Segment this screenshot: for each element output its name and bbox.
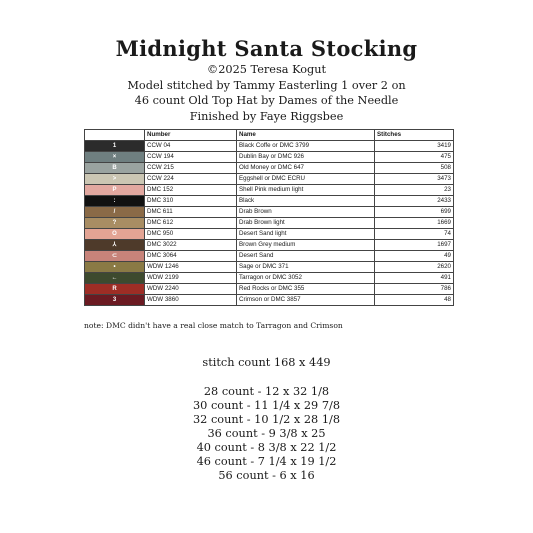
symbol-cell: B [85,163,145,174]
stitches-cell: 699 [375,207,454,218]
name-cell: Dublin Bay or DMC 926 [237,152,375,163]
symbol-cell: > [85,174,145,185]
table-row [85,185,454,196]
symbol-cell: ⅄ [85,240,145,251]
number-cell: WDW 2240 [145,284,237,295]
name-cell: Old Money or DMC 647 [237,163,375,174]
symbol-cell: O [85,229,145,240]
stitch-count: stitch count 168 x 449 [202,356,331,369]
thread-legend-table [84,129,454,306]
table-row [85,218,454,229]
symbol-cell: R [85,284,145,295]
name-cell: Sage or DMC 371 [237,262,375,273]
header-number: Number [145,130,237,141]
symbol-cell: ? [85,218,145,229]
name-cell: Black [237,196,375,207]
stitches-cell: 23 [375,185,454,196]
stitches-cell: 786 [375,284,454,295]
number-cell: WDW 2199 [145,273,237,284]
table-row [85,152,454,163]
name-cell: Eggshell or DMC ECRU [237,174,375,185]
name-cell: Drab Brown light [237,218,375,229]
credits-block [0,62,533,124]
stitches-cell: 49 [375,251,454,262]
symbol-cell: P [85,185,145,196]
stitches-cell: 1669 [375,218,454,229]
table-row [85,163,454,174]
name-cell: Shell Pink medium light [237,185,375,196]
size-line: 56 count - 6 x 16 [218,469,315,482]
symbol-cell: / [85,207,145,218]
number-cell: CCW 215 [145,163,237,174]
number-cell: DMC 310 [145,196,237,207]
number-cell: CCW 224 [145,174,237,185]
copyright-line: ©2025 Teresa Kogut [206,63,327,76]
table-row [85,273,454,284]
size-line: 32 count - 10 1/2 x 28 1/8 [192,413,341,426]
number-cell: DMC 950 [145,229,237,240]
stitches-cell: 48 [375,295,454,306]
stitches-cell: 3473 [375,174,454,185]
number-cell: CCW 194 [145,152,237,163]
stitches-cell: 2620 [375,262,454,273]
name-cell: Desert Sand [237,251,375,262]
table-row [85,141,454,152]
stitches-cell: 3419 [375,141,454,152]
number-cell: DMC 3064 [145,251,237,262]
symbol-cell: ← [85,273,145,284]
number-cell: DMC 612 [145,218,237,229]
table-header-row [85,130,454,141]
name-cell: Red Rocks or DMC 355 [237,284,375,295]
fabric-size-list [0,385,533,483]
stitches-cell: 475 [375,152,454,163]
fabric-line: 46 count Old Top Hat by Dames of the Needle [134,94,399,107]
name-cell: Crimson or DMC 3857 [237,295,375,306]
number-cell: CCW 04 [145,141,237,152]
stitches-cell: 74 [375,229,454,240]
number-cell: DMC 3022 [145,240,237,251]
number-cell: WDW 1246 [145,262,237,273]
table-row [85,284,454,295]
symbol-cell: ⊂ [85,251,145,262]
note-text: note: DMC didn't have a real close match to Tarragon and Crimson [84,321,343,330]
header-name: Name [237,130,375,141]
number-cell: WDW 3860 [145,295,237,306]
name-cell: Black Coffe or DMC 3799 [237,141,375,152]
number-cell: DMC 611 [145,207,237,218]
header-stitches: Stitches [375,130,454,141]
size-line: 46 count - 7 1/4 x 19 1/2 [196,455,337,468]
size-line: 40 count - 8 3/8 x 22 1/2 [196,441,337,454]
size-line: 28 count - 12 x 32 1/8 [203,385,330,398]
symbol-cell: × [85,152,145,163]
symbol-cell: : [85,196,145,207]
finished-by-line: Finished by Faye Riggsbee [189,109,344,123]
table-row [85,207,454,218]
name-cell: Brown Grey medium [237,240,375,251]
name-cell: Tarragon or DMC 3052 [237,273,375,284]
stitches-cell: 2433 [375,196,454,207]
table-row [85,251,454,262]
table-row [85,196,454,207]
stitches-cell: 508 [375,163,454,174]
stitches-cell: 491 [375,273,454,284]
name-cell: Desert Sand light [237,229,375,240]
table-row [85,229,454,240]
model-stitched-line: Model stitched by Tammy Easterling 1 over 2 on [127,78,406,92]
page-title: Midnight Santa Stocking [115,36,418,61]
size-line: 30 count - 11 1/4 x 29 7/8 [192,399,341,412]
table-row [85,262,454,273]
name-cell: Drab Brown [237,207,375,218]
symbol-cell: 3 [85,295,145,306]
symbol-cell: 1 [85,141,145,152]
symbol-cell: • [85,262,145,273]
table-row [85,240,454,251]
header-symbol [85,130,145,141]
table-row [85,174,454,185]
size-line: 36 count - 9 3/8 x 25 [207,427,326,440]
number-cell: DMC 152 [145,185,237,196]
stitches-cell: 1697 [375,240,454,251]
table-row [85,295,454,306]
